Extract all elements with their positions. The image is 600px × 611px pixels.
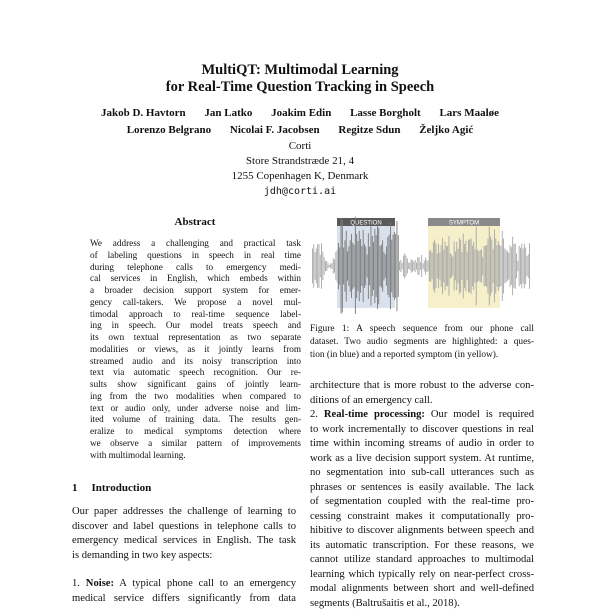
realtime-line: learning which typically rely on near-perfect cross- bbox=[310, 568, 534, 583]
right-column-body bbox=[310, 379, 534, 611]
waveform-sample bbox=[523, 249, 524, 284]
realtime-line: hibitive to discover alignments between speech and bbox=[310, 524, 534, 539]
noise-point-line-2: medical service differs significantly from data bbox=[72, 592, 296, 607]
waveform-sample bbox=[476, 227, 477, 306]
waveform-sample bbox=[455, 252, 456, 281]
waveform-sample bbox=[380, 246, 381, 286]
waveform-sample bbox=[339, 247, 340, 284]
waveform-sample bbox=[484, 246, 485, 286]
waveform-sample bbox=[498, 241, 499, 291]
waveform-sample bbox=[429, 251, 430, 282]
abstract-line: with multimodal learning. bbox=[90, 450, 301, 462]
waveform-sample bbox=[333, 258, 334, 274]
waveform-sample bbox=[485, 246, 486, 286]
waveform-sample bbox=[447, 246, 448, 287]
waveform-sample bbox=[524, 244, 525, 289]
waveform-sample bbox=[408, 263, 409, 269]
abstract-heading: Abstract bbox=[90, 216, 300, 228]
abstract-line: ing in speech. Our model treats speech and bbox=[90, 320, 301, 332]
body-line: architecture that is more robust to the adverse con- bbox=[310, 379, 534, 394]
waveform-sample bbox=[315, 252, 316, 280]
authors-row-2 bbox=[0, 122, 600, 139]
waveform-sample bbox=[329, 265, 330, 267]
author-name: Jan Latko bbox=[204, 107, 252, 119]
waveform-sample bbox=[472, 246, 473, 287]
caption-line: Figure 1: A speech sequence from our phone call bbox=[310, 323, 534, 336]
waveform-sample bbox=[350, 240, 351, 291]
waveform-sample bbox=[376, 235, 377, 297]
section-heading bbox=[72, 482, 151, 494]
realtime-line: of segmentation coupled with the real-time pro- bbox=[310, 495, 534, 510]
waveform-sample bbox=[312, 248, 313, 283]
waveform-sample bbox=[493, 249, 494, 283]
waveform-sample bbox=[365, 247, 366, 286]
intro-body bbox=[72, 505, 296, 606]
waveform-sample bbox=[511, 247, 512, 285]
waveform-sample bbox=[459, 238, 460, 294]
waveform-sample bbox=[394, 232, 395, 300]
waveform-sample bbox=[424, 261, 425, 272]
waveform-sample bbox=[386, 246, 387, 285]
author-name: Lars Maaløe bbox=[439, 107, 499, 119]
waveform-sample bbox=[413, 262, 414, 271]
abstract-line: of labeling questions in speech in real time bbox=[90, 250, 301, 262]
waveform-sample bbox=[477, 250, 478, 282]
waveform-sample bbox=[374, 229, 375, 303]
abstract-line: cal services in English, which embeds within bbox=[90, 273, 301, 285]
authors-row-1 bbox=[0, 105, 600, 122]
waveform-sample bbox=[420, 262, 421, 270]
waveform-sample bbox=[432, 253, 433, 279]
waveform-sample bbox=[480, 250, 481, 282]
author-name: Nicolai F. Jacobsen bbox=[230, 124, 320, 136]
section-title: Introduction bbox=[92, 482, 152, 494]
abstract-line: gency call-takers. We propose a novel mul- bbox=[90, 297, 301, 309]
intro-line: discover and label questions in telephone calls to bbox=[72, 520, 296, 535]
waveform-sample bbox=[494, 230, 495, 303]
paper-title-line-2: for Real-Time Question Tracking in Speech bbox=[0, 78, 600, 96]
waveform-sample bbox=[469, 240, 470, 293]
question-label: QUESTION bbox=[350, 221, 381, 227]
realtime-line: cessing constraint makes it computationally pro- bbox=[310, 510, 534, 525]
waveform-sample bbox=[473, 242, 474, 290]
abstract-line: a broader decision support system for emer- bbox=[90, 285, 301, 297]
noise-text: A typical phone call to an emergency bbox=[114, 578, 296, 589]
waveform-sample bbox=[425, 258, 426, 275]
waveform-sample bbox=[346, 231, 347, 302]
waveform-sample bbox=[465, 241, 466, 291]
speech-waveform-figure bbox=[310, 214, 532, 314]
list-number: 2. bbox=[310, 409, 324, 420]
waveform-sample bbox=[502, 231, 503, 301]
waveform-sample bbox=[423, 263, 424, 268]
waveform-sample bbox=[341, 218, 342, 313]
waveform-sample bbox=[497, 245, 498, 287]
waveform-sample bbox=[428, 261, 429, 272]
abstract-line: timodal approach to real-time sequence label- bbox=[90, 309, 301, 321]
waveform-sample bbox=[328, 263, 329, 268]
waveform-sample bbox=[389, 235, 390, 298]
waveform-sample bbox=[390, 223, 391, 310]
waveform-sample bbox=[317, 244, 318, 288]
waveform-sample bbox=[439, 252, 440, 279]
abstract-line: its own textual representation as two separate bbox=[90, 332, 301, 344]
realtime-line: segments (Baltrušaitis et al., 2018). bbox=[310, 597, 534, 611]
waveform-sample bbox=[417, 257, 418, 274]
waveform-sample bbox=[406, 256, 407, 277]
waveform-sample bbox=[342, 220, 343, 313]
author-name: Joakim Edin bbox=[271, 107, 331, 119]
waveform-sample bbox=[361, 246, 362, 286]
waveform-sample bbox=[434, 240, 435, 293]
waveform-sample bbox=[421, 255, 422, 277]
waveform-sample bbox=[382, 240, 383, 292]
waveform-sample bbox=[343, 248, 344, 285]
waveform-sample bbox=[354, 245, 355, 288]
waveform-sample bbox=[520, 248, 521, 285]
waveform-sample bbox=[316, 249, 317, 284]
waveform-sample bbox=[319, 244, 320, 288]
waveform-sample bbox=[322, 252, 323, 280]
waveform-sample bbox=[378, 228, 379, 304]
waveform-sample bbox=[398, 235, 399, 297]
waveform-sample bbox=[426, 260, 427, 272]
realtime-line: to work incrementally to discover questions in real bbox=[310, 423, 534, 438]
waveform-sample bbox=[403, 256, 404, 277]
waveform-sample bbox=[320, 255, 321, 278]
waveform-sample bbox=[442, 238, 443, 294]
waveform-sample bbox=[449, 236, 450, 295]
waveform-sample bbox=[359, 231, 360, 301]
waveform-sample bbox=[325, 261, 326, 271]
waveform-sample bbox=[397, 221, 398, 311]
waveform-sample bbox=[415, 260, 416, 272]
realtime-line: modal alignments between short and well-defined bbox=[310, 582, 534, 597]
waveform-sample bbox=[514, 244, 515, 288]
waveform-sample bbox=[495, 238, 496, 293]
waveform-sample bbox=[450, 253, 451, 279]
waveform-sample bbox=[433, 242, 434, 289]
waveform-sample bbox=[367, 255, 368, 278]
waveform-sample bbox=[452, 257, 453, 276]
list-number: 1. bbox=[72, 578, 86, 589]
abstract-line: eralize to medical symptoms detection where bbox=[90, 426, 301, 438]
realtime-label: Real-time processing: bbox=[324, 409, 425, 420]
waveform-sample bbox=[352, 243, 353, 290]
affiliation-city: 1255 Copenhagen K, Denmark bbox=[0, 169, 600, 184]
author-name: Željko Agić bbox=[419, 124, 473, 136]
waveform-sample bbox=[351, 234, 352, 298]
waveform-sample bbox=[393, 235, 394, 297]
waveform-sample bbox=[486, 245, 487, 287]
waveform-sample bbox=[471, 238, 472, 293]
waveform-sample bbox=[369, 247, 370, 285]
intro-line: emergency medical services in English. The task bbox=[72, 534, 296, 549]
waveform-sample bbox=[527, 256, 528, 276]
author-name: Regitze Sdun bbox=[338, 124, 400, 136]
waveform-sample bbox=[412, 260, 413, 272]
abstract-line: text or audio only, under adverse noise and lim- bbox=[90, 403, 301, 415]
waveform-sample bbox=[358, 241, 359, 291]
waveform-sample bbox=[337, 250, 338, 283]
realtime-point-line-1 bbox=[310, 408, 534, 423]
waveform-sample bbox=[399, 261, 400, 270]
realtime-line: time within incoming streams of audio in order to bbox=[310, 437, 534, 452]
abstract-line: We address a challenging and practical task bbox=[90, 238, 301, 250]
abstract-line: we observe a similar pattern of improvements bbox=[90, 438, 301, 450]
waveform-sample bbox=[404, 253, 405, 278]
realtime-line: cannot utilize standard approaches to multimodal bbox=[310, 553, 534, 568]
noise-point-line-1 bbox=[72, 577, 296, 592]
waveform-sample bbox=[517, 261, 518, 272]
waveform-sample bbox=[507, 251, 508, 280]
waveform-sample bbox=[467, 252, 468, 281]
realtime-line: phrases or sentences is easily available. The lack bbox=[310, 481, 534, 496]
waveform-sample bbox=[321, 243, 322, 288]
waveform-sample bbox=[416, 263, 417, 270]
waveform-sample bbox=[525, 248, 526, 285]
waveform-sample bbox=[510, 245, 511, 287]
waveform-sample bbox=[347, 251, 348, 280]
affiliation-org: Corti bbox=[0, 139, 600, 154]
waveform-sample bbox=[363, 230, 364, 302]
abstract-line: ited volume of training data. The results gen- bbox=[90, 414, 301, 426]
waveform-sample bbox=[364, 244, 365, 288]
waveform-sample bbox=[515, 243, 516, 288]
waveform-sample bbox=[419, 257, 420, 275]
waveform-sample bbox=[356, 234, 357, 298]
realtime-line: no segmentation into sub-call utterances such as bbox=[310, 466, 534, 481]
waveform-sample bbox=[460, 240, 461, 292]
body-line: ditions of an emergency call. bbox=[310, 394, 534, 409]
waveform-sample bbox=[516, 253, 517, 278]
waveform-sample bbox=[441, 245, 442, 287]
abstract-line: during telephone calls to emergency medi- bbox=[90, 262, 301, 274]
author-name: Lorenzo Belgrano bbox=[127, 124, 211, 136]
abstract-line: ing from the two modalities when compared to bbox=[90, 391, 301, 403]
waveform-sample bbox=[313, 244, 314, 288]
waveform-sample bbox=[400, 260, 401, 272]
waveform-sample bbox=[384, 252, 385, 281]
waveform-sample bbox=[391, 240, 392, 292]
waveform-sample bbox=[521, 244, 522, 289]
waveform-sample bbox=[377, 223, 378, 309]
noise-label: Noise: bbox=[86, 578, 114, 589]
waveform-sample bbox=[468, 240, 469, 293]
waveform-sample bbox=[387, 237, 388, 295]
waveform-sample bbox=[458, 249, 459, 283]
waveform-sample bbox=[446, 246, 447, 286]
waveform-sample bbox=[338, 243, 339, 289]
author-name: Jakob D. Havtorn bbox=[101, 107, 186, 119]
waveform-sample bbox=[512, 237, 513, 296]
affiliation-street: Store Strandstræde 21, 4 bbox=[0, 154, 600, 169]
waveform-sample bbox=[326, 261, 327, 271]
intro-line: Our paper addresses the challenge of learning to bbox=[72, 505, 296, 520]
waveform-sample bbox=[501, 246, 502, 286]
waveform-sample bbox=[491, 240, 492, 293]
waveform-sample bbox=[462, 252, 463, 280]
waveform-sample bbox=[529, 243, 530, 289]
waveform-sample bbox=[373, 242, 374, 290]
waveform-sample bbox=[489, 227, 490, 306]
waveform-sample bbox=[508, 253, 509, 280]
waveform-sample bbox=[528, 254, 529, 278]
waveform-sample bbox=[324, 257, 325, 275]
waveform-sample bbox=[519, 246, 520, 286]
author-name: Lasse Borgholt bbox=[350, 107, 421, 119]
waveform-sample bbox=[499, 245, 500, 287]
waveform-sample bbox=[437, 254, 438, 279]
waveform-sample bbox=[381, 245, 382, 288]
waveform-sample bbox=[411, 259, 412, 273]
caption-line: tion (in blue) and a reported symptom (in yellow). bbox=[310, 349, 534, 362]
abstract-line: text via automatic speech recognition. Our re- bbox=[90, 367, 301, 379]
waveform-sample bbox=[410, 262, 411, 270]
waveform-sample bbox=[445, 242, 446, 291]
waveform-sample bbox=[475, 249, 476, 282]
waveform-sample bbox=[430, 250, 431, 282]
abstract-body bbox=[90, 238, 301, 461]
waveform-sample bbox=[456, 242, 457, 290]
abstract-line: modalities or views, as it jointly learns from bbox=[90, 344, 301, 356]
waveform-sample bbox=[368, 233, 369, 299]
waveform-sample bbox=[335, 252, 336, 280]
waveform-sample bbox=[407, 259, 408, 274]
abstract-line: streamed audio and its noisy transcription into bbox=[90, 356, 301, 368]
waveform-sample bbox=[504, 249, 505, 284]
waveform-sample bbox=[481, 249, 482, 282]
waveform-sample bbox=[371, 226, 372, 305]
waveform-sample bbox=[454, 241, 455, 290]
waveform-sample bbox=[360, 239, 361, 293]
waveform-sample bbox=[436, 244, 437, 289]
abstract-line: sults show significant gains of jointly learn- bbox=[90, 379, 301, 391]
waveform-sample bbox=[451, 255, 452, 277]
waveform-sample bbox=[488, 239, 489, 294]
waveform-sample bbox=[330, 264, 331, 269]
realtime-text: Our model is required bbox=[425, 409, 534, 420]
waveform-sample bbox=[463, 234, 464, 299]
waveform-sample bbox=[345, 240, 346, 291]
waveform-sample bbox=[490, 237, 491, 296]
caption-line: dataset. Two audio segments are highlighted: a ques- bbox=[310, 336, 534, 349]
waveform-sample bbox=[478, 251, 479, 280]
waveform-sample bbox=[503, 239, 504, 294]
waveform-sample bbox=[438, 244, 439, 288]
symptom-label: SYMPTOM bbox=[449, 221, 479, 227]
realtime-line: its automatic transcription. For these reasons, we bbox=[310, 539, 534, 554]
waveform-sample bbox=[348, 246, 349, 285]
paper-title-line-1: MultiQT: Multimodal Learning bbox=[0, 61, 600, 79]
waveform-sample bbox=[332, 263, 333, 269]
contact-email[interactable]: jdh@corti.ai bbox=[0, 184, 600, 199]
figure-caption bbox=[310, 323, 534, 362]
waveform-sample bbox=[506, 250, 507, 282]
waveform-sample bbox=[395, 234, 396, 298]
realtime-line: work as a live decision support system. At runtime, bbox=[310, 452, 534, 467]
waveform-sample bbox=[385, 254, 386, 277]
waveform-sample bbox=[334, 260, 335, 273]
waveform-sample bbox=[482, 257, 483, 276]
waveform-sample bbox=[402, 263, 403, 270]
section-number: 1 bbox=[72, 482, 78, 494]
waveform-sample bbox=[443, 250, 444, 282]
waveform-sample bbox=[372, 236, 373, 296]
waveform-sample bbox=[464, 244, 465, 288]
waveform-sample bbox=[355, 217, 356, 314]
intro-line: is demanding in two key aspects: bbox=[72, 549, 296, 564]
